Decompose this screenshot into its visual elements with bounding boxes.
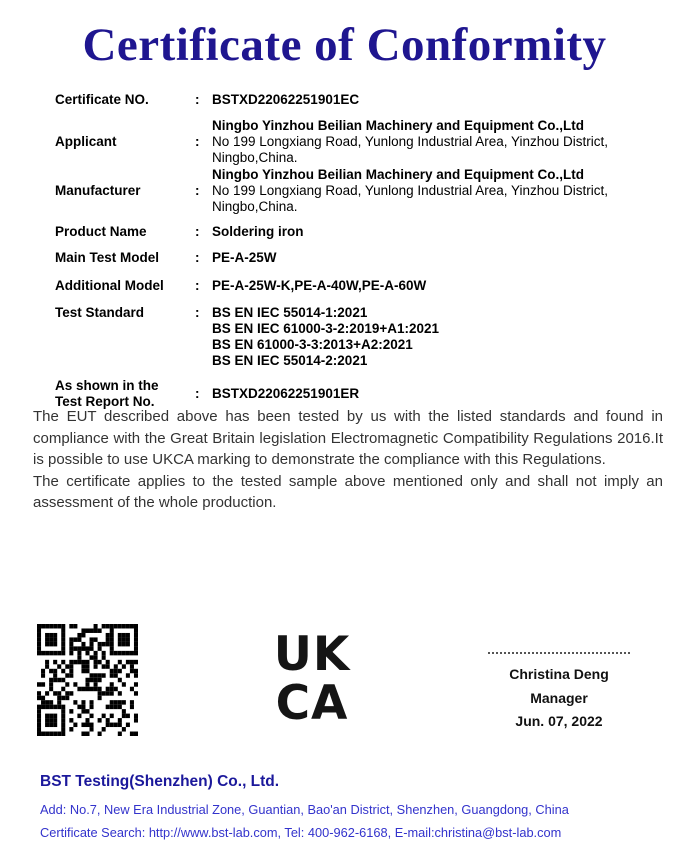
field-value-line: No 199 Longxiang Road, Yunlong Industrial Area, Yinzhou District, xyxy=(212,183,609,198)
field-label: Test Standard xyxy=(55,305,145,320)
field-value-line: BS EN IEC 55014-2:2021 xyxy=(212,353,368,368)
signature-block xyxy=(488,652,630,734)
lab-address: Add: No.7, New Era Industrial Zone, Guantian, Bao'an District, Shenzhen, Guangdong, China xyxy=(40,802,569,817)
declaration-paragraph-1: The EUT described above has been tested by us with the listed standards and found in compliance with the Great Britain legislation Electromagnetic Compatibility Regulations 2016.It is possible to use UKCA marking to demonstrate the compliance with this Regulations. xyxy=(33,408,663,468)
field-label: Additional Model xyxy=(55,278,164,293)
field-row-applicant xyxy=(55,118,661,166)
field-colon: : xyxy=(195,305,200,320)
field-value-line: BS EN 61000-3-3:2013+A2:2021 xyxy=(212,337,413,352)
page-title: Certificate of Conformity xyxy=(82,19,607,71)
bottom-band xyxy=(0,618,689,758)
field-colon: : xyxy=(195,183,200,198)
lab-company-name: BST Testing(Shenzhen) Co., Ltd. xyxy=(40,773,280,790)
ukca-mark-bottom: CA xyxy=(275,676,349,731)
field-value-line: BS EN IEC 55014-1:2021 xyxy=(212,305,368,320)
field-value-line: Ningbo Yinzhou Beilian Machinery and Equipment Co.,Ltd xyxy=(212,167,585,182)
field-value-line: BS EN IEC 61000-3-2:2019+A1:2021 xyxy=(212,321,440,336)
field-row-main-test-model xyxy=(55,250,661,266)
field-colon: : xyxy=(195,92,200,107)
field-row-test-standard xyxy=(55,305,661,369)
lab-contact: Certificate Search: http://www.bst-lab.com, Tel: 400-962-6168, E-mail:christina@bst-lab.com xyxy=(40,825,562,840)
field-colon: : xyxy=(195,386,200,401)
declaration-paragraph-2: The certificate applies to the tested sample above mentioned only and shall not imply an assessment of the whole production. xyxy=(33,472,663,511)
field-label-line: As shown in the xyxy=(55,378,159,393)
signature-date: Jun. 07, 2022 xyxy=(515,713,603,729)
ukca-mark-top: UK xyxy=(273,627,351,682)
field-label-line: Test Report No. xyxy=(55,394,155,409)
field-label: Applicant xyxy=(55,134,117,149)
field-label: Manufacturer xyxy=(55,183,141,198)
field-value: PE-A-25W-K,PE-A-40W,PE-A-60W xyxy=(212,278,427,293)
certificate-fields xyxy=(55,92,661,410)
field-value-line: No 199 Longxiang Road, Yunlong Industrial Area, Yinzhou District, xyxy=(212,134,609,149)
declaration-text xyxy=(33,406,663,514)
signature-dotted-line xyxy=(488,652,630,654)
ukca-mark xyxy=(262,627,362,731)
field-label: Main Test Model xyxy=(55,250,160,265)
field-colon: : xyxy=(195,224,200,239)
field-value-line: Ningbo,China. xyxy=(212,199,298,214)
field-row-additional-model xyxy=(55,278,661,294)
field-colon: : xyxy=(195,134,200,149)
field-label: Certificate NO. xyxy=(55,92,149,107)
footer xyxy=(40,772,669,844)
field-row-product-name xyxy=(55,224,661,240)
field-value: Soldering iron xyxy=(212,224,304,239)
field-label: Product Name xyxy=(55,224,147,239)
field-value: BSTXD22062251901ER xyxy=(212,386,360,401)
field-colon: : xyxy=(195,278,200,293)
field-colon: : xyxy=(195,250,200,265)
field-row-certificate-no xyxy=(55,92,661,108)
qr-code-icon xyxy=(37,624,138,736)
field-value-line: Ningbo Yinzhou Beilian Machinery and Equipment Co.,Ltd xyxy=(212,118,585,133)
field-value: BSTXD22062251901EC xyxy=(212,92,360,107)
field-value-line: Ningbo,China. xyxy=(212,150,298,165)
signatory-role: Manager xyxy=(530,689,588,706)
field-row-manufacturer xyxy=(55,167,661,215)
signatory-name: Christina Deng xyxy=(509,666,609,682)
field-value: PE-A-25W xyxy=(212,250,277,265)
